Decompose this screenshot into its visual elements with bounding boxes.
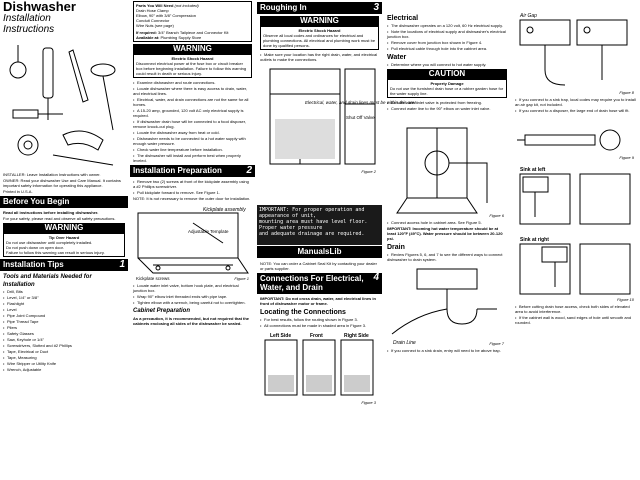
checklist-item: • Check water line temperature before installation.	[133, 147, 252, 152]
prep-step-4: • Wrap 90° elbow inlet threaded ends with pipe tape.	[133, 294, 252, 299]
document-header	[0, 0, 128, 38]
tools-heading: Tools and Materials Needed for Installation	[3, 274, 92, 288]
tools-illustration	[3, 40, 125, 170]
water-step-4: • Connect access hole in cabinet area. See Figure 5.	[387, 220, 507, 225]
warning-tipover-title: Tip Over Hazard	[48, 235, 80, 240]
warning-roughing-text: Observe all local codes and ordinances for electrical and plumbing connections. All electrical and plumbing work must be done by qualified persons.	[263, 33, 376, 48]
rough-in-drawing	[260, 64, 417, 174]
warning-banner-electric: WARNING	[133, 44, 252, 54]
fig2-area-label: Electrical, water, and drain lines must be within this area	[305, 100, 417, 105]
warning-box-tipover	[3, 233, 125, 257]
airgap-drawing	[515, 10, 637, 95]
fig7-drain-label: Drain Line	[393, 340, 416, 346]
installer-note: INSTALLER: Leave Installation Instructions with owner.	[3, 172, 101, 177]
checklist-item: • A 15-20 amp, grounded, 120 volt AC only electrical supply is required.	[133, 108, 252, 118]
warning-banner-roughing: WARNING	[260, 16, 379, 26]
connections-drawing	[260, 330, 379, 405]
tool-item: • Tape, Electrical or Duct	[3, 349, 125, 354]
right-step-4: • If you connect to a disposer, the large end of drain hose will fit.	[515, 108, 637, 113]
tool-item: • Saw, Keyhole or 1/4"	[3, 337, 125, 342]
fig1-screw-label: Kickplate screws	[136, 276, 170, 281]
figure-8	[515, 10, 637, 95]
tool-item: • Drill, Bits	[3, 289, 125, 294]
tool-item: • Pliers	[3, 325, 125, 330]
water-step-1: • Determine where you will connect to hot water supply.	[387, 62, 507, 67]
electrical-step-1: • The dishwasher operates on a 120 volt, 60 Hz electrical supply.	[387, 23, 507, 28]
figure-3-caption: Figure 3	[361, 400, 376, 405]
cabinet-prep-heading: Cabinet Preparation	[133, 308, 191, 314]
figure-9	[515, 115, 637, 160]
tools-list	[0, 289, 128, 372]
warning-box-electric	[133, 54, 252, 78]
roughing-in-heading: Roughing In 3	[257, 2, 382, 14]
watermark-line-2: mounting area must have level floor. Proper water pressure	[259, 219, 368, 231]
fig3-left-label: Left Side	[270, 333, 292, 339]
figure-7-caption: Figure 7	[489, 341, 504, 346]
checklist-item: • If dishwasher drain hose will be connected to a food disposer, remove knock-out plug.	[133, 119, 252, 129]
tool-item: • Wire Stripper or Utility Knife	[3, 361, 125, 366]
locating-step-1: • For best results, follow the routing shown in Figure 3.	[260, 317, 379, 322]
drain-step-1: • Review Figures 5, 6, and 7 to see the different ways to connect dishwasher to drain system.	[387, 252, 507, 262]
part-item: Conduit Connector	[136, 18, 170, 23]
electrical-step-2: • Note the locations of electrical supply and dishwasher's electrical junction box.	[387, 29, 507, 39]
parts-box	[133, 1, 252, 42]
kickplate-drawing	[133, 203, 252, 281]
drain-step-2: • If you connect to a sink drain, entry will need to be above trap.	[387, 348, 507, 353]
tool-item: • Safety Glasses	[3, 331, 125, 336]
fig1-kickplate-label: Kickplate assembly	[203, 207, 246, 213]
water-heading: Water	[387, 54, 407, 61]
parts-available: Available at: Plumbing Supply Store	[136, 35, 202, 40]
fig10-sink-left: Sink at left	[520, 167, 546, 173]
warning-tipover-2: Do not push down on open door.	[6, 245, 64, 250]
figure-6	[387, 113, 507, 218]
right-step-3: • If you connect to a sink trap, local codes may require you to install an air gap kit, not included.	[515, 97, 637, 107]
tool-item: • Level, 1/4" or 3/8"	[3, 295, 125, 300]
column-4	[384, 0, 510, 480]
rough-note: NOTE: You can order a Cabinet Seal Kit by contacting your dealer or parts supplier.	[260, 261, 377, 271]
fig1-template-label: Adjustable Template	[188, 229, 229, 234]
column-5	[512, 0, 640, 480]
tool-item: • Level	[3, 307, 125, 312]
tool-item: • Tape, Measuring	[3, 355, 125, 360]
part-item: Elbow, 90° with 3/8" Compression	[136, 13, 196, 18]
column-2	[130, 0, 255, 480]
tool-item: • Screwdrivers, Slotted and #2 Phillips	[3, 343, 125, 348]
figure-8-caption: Figure 8	[619, 90, 634, 95]
figure-2	[260, 64, 417, 174]
tool-item: • Wrench, Adjustable	[3, 367, 125, 372]
fig8-airgap-label: Air Gap	[520, 13, 537, 19]
prep-step-1: • Remove two (2) screws at front of the kickplate assembly using a #2 Phillips screwdriver.	[133, 179, 252, 189]
tool-item: • Pipe Joint Compound	[3, 313, 125, 318]
rough-intro: • Make sure your location has the right drain, water, and electrical outlets to make the connections.	[260, 52, 379, 62]
water-step-3: • Connect water line to the 90° elbow on water inlet valve.	[387, 106, 507, 111]
owner-note: OWNER: Read your dishwasher Use and Care Manual. It contains important safety information for operating this appliance.	[3, 178, 121, 188]
column-3-lower	[257, 260, 382, 480]
warning-tipover-3: Failure to follow this warning can result in serious injury.	[6, 250, 105, 255]
connections-important: IMPORTANT: Do not cross drain, water, and electrical lines in front of dishwasher motor or frame.	[260, 296, 376, 306]
fig3-right-label: Right Side	[344, 333, 369, 339]
column-1	[0, 0, 128, 480]
before-read: Read all instructions before installing dishwasher.	[3, 210, 99, 215]
caution-text: Do not use the furnished drain hose or a rubber garden hose for the water supply line.	[390, 86, 504, 96]
document-title: Dishwasher	[3, 0, 76, 14]
warning-electric-text: Disconnect electrical power at the fuse box or circuit breaker box before beginning installation. Failure to follow this warning could result in death or serious injury.	[136, 61, 247, 76]
warning-roughing-title: Electric Shock Hazard	[298, 28, 341, 33]
figure-3	[260, 330, 379, 405]
brand-logo: ManualsLib	[257, 246, 382, 258]
figure-7	[387, 264, 507, 346]
drain-heading: Drain	[387, 244, 405, 251]
prep-step-3: • Locate water inlet valve, bottom hook plate, and electrical junction box.	[133, 283, 252, 293]
before-safety: For your safety, please read and observe all safety precautions.	[3, 216, 116, 221]
right-step-6: • If the cabinet wall is wood, sand edges of hole until smooth and rounded.	[515, 315, 637, 325]
figure-1	[133, 203, 252, 281]
prep-step-2: • Pull kickplate forward to remove. See Figure 1.	[133, 190, 252, 195]
tools-drawing	[3, 40, 125, 170]
printed-note: Printed in U.S.A.	[3, 189, 33, 194]
prep-note: NOTE: It is not necessary to remove the outer door for installation.	[133, 196, 251, 201]
figure-9-caption: Figure 9	[619, 155, 634, 160]
figure-10	[515, 162, 637, 302]
caution-box	[387, 79, 507, 98]
parts-list	[136, 8, 249, 28]
checklist-item: • Electrical, water, and drain connections are not the same for all homes.	[133, 97, 252, 107]
checklist-item: • The dishwasher will install and perform best when properly leveled.	[133, 153, 252, 163]
figure-2-caption: Figure 2	[361, 169, 376, 174]
checklist	[130, 80, 255, 163]
drain-drawing	[387, 264, 507, 346]
parts-if-required: If required: 3/4" Branch Tailpiece and Connector Kit	[136, 30, 229, 35]
watermark-line-1: IMPORTANT: For proper operation and appearance of unit,	[259, 207, 365, 219]
tool-item: • Flashlight	[3, 301, 125, 306]
water-important: IMPORTANT: Incoming hot water temperature should be at least 120°F (49°C). Water pressure should be between 20-120 psi.	[387, 226, 503, 241]
locating-step-2: • All connections must be made in shaded area in Figure 3.	[260, 323, 379, 328]
electrical-step-4: • Pull electrical cable through hole into the cabinet area.	[387, 46, 507, 51]
parts-title: Parts You Will Need (not included)	[136, 3, 199, 8]
checklist-item: • Locate the dishwasher away from heat or cold.	[133, 130, 252, 135]
cabinet-prep-text: As a precaution, it is recommended, but not required that the cabinets enclosing all sides of the dishwasher be sealed.	[133, 316, 250, 326]
watermark-line-3: and adequate drainage are required.	[259, 231, 365, 237]
fig3-front-label: Front	[310, 333, 323, 339]
watermark-overlay	[257, 205, 382, 245]
electrical-heading: Electrical	[387, 15, 419, 22]
figure-10-caption: Figure 10	[617, 297, 634, 302]
warning-box-roughing	[260, 26, 379, 50]
tool-item: • Pipe Thread Tape	[3, 319, 125, 324]
fig10-sink-right: Sink at right	[520, 237, 549, 243]
warning-banner-tipover: WARNING	[3, 223, 125, 233]
warning-tipover-1: Do not use dishwasher until completely installed.	[6, 240, 93, 245]
document-subtitle-2: Instructions	[3, 24, 55, 35]
figure-6-caption: Figure 6	[489, 213, 504, 218]
document-subtitle-1: Installation	[3, 13, 51, 24]
disposer-drawing	[515, 115, 637, 160]
right-step-5: • Before cutting drain hose access, check both sides of elevated area to avoid interference.	[515, 304, 637, 314]
water-inlet-drawing	[387, 113, 507, 218]
prep-step-5: • Tighten elbow with a wrench, being careful not to overtighten.	[133, 300, 252, 305]
installation-preparation-heading: Installation Preparation 2	[130, 165, 255, 177]
caution-banner: CAUTION	[387, 69, 507, 79]
locating-heading: Locating the Connections	[260, 309, 346, 316]
before-you-begin-heading: Before You Begin	[0, 196, 128, 208]
sink-routing-drawing	[515, 162, 637, 302]
connections-heading: Connections For Electrical, Water, and Drain 4	[257, 273, 382, 294]
warning-electric-title: Electric Shock Hazard	[171, 56, 214, 61]
electrical-step-3: • Remove cover from junction box shown in Figure 4.	[387, 40, 507, 45]
caution-title: Property Damage	[430, 81, 464, 86]
checklist-item: • Dishwasher needs to be connected to a hot water supply with enough water pressure.	[133, 136, 252, 146]
fig2-valve-label: Shut Off Valve	[346, 115, 375, 120]
water-step-2: • Be sure water inlet valve is protected from freezing.	[387, 100, 507, 105]
installation-tips-heading: Installation Tips 1	[0, 259, 128, 271]
part-item: Wire Nuts (see page)	[136, 23, 174, 28]
figure-1-caption: Figure 1	[234, 276, 249, 281]
checklist-item: • Examine dishwasher and route connections.	[133, 80, 252, 85]
part-item: Drain Hose Clamp	[136, 8, 169, 13]
checklist-item: • Locate dishwasher where there is easy access to drain, water, and electrical lines.	[133, 86, 252, 96]
